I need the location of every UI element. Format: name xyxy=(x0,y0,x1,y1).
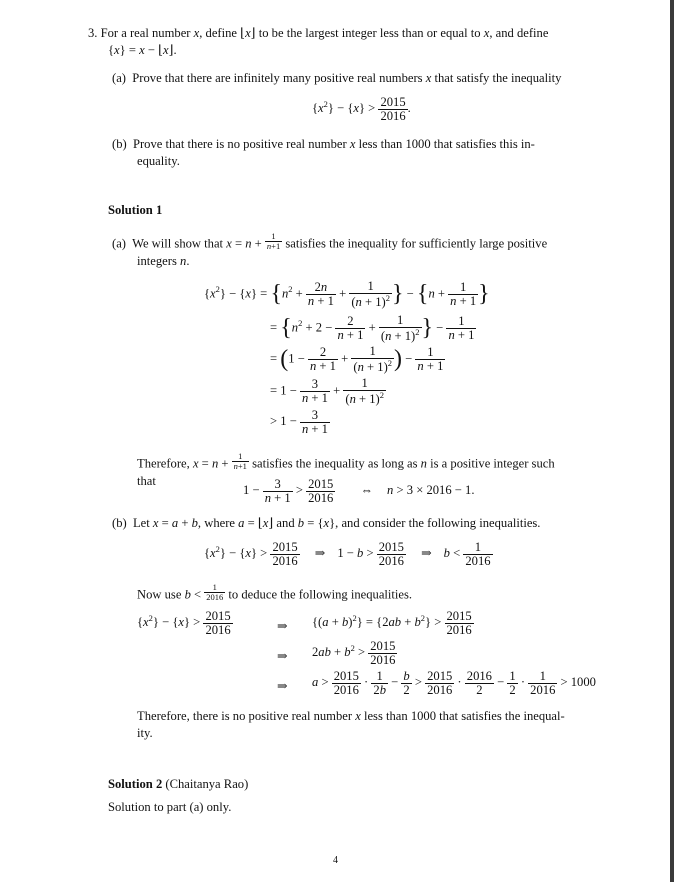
derivation-line1: $\{x^2\} - \{x\} = \{n^2$ + $\frac{2n}{n + 1}$ + $\frac{1}{(n + 1)^2}$ } − {n + $\frac{1}{n + 1}$ } xyxy=(204,279,490,310)
derivation-line3: = (1 − $\frac{2}{n + 1}$ + $\frac{1}{(n + 1)^2}$ ) − $\frac{1}{n + 1}$ xyxy=(270,344,444,375)
sol1-b-conclusion: Therefore, there is no positive real number x less than 1000 that satisfies the inequal- ity. xyxy=(137,709,565,740)
main-inequality: $\{x^2\} - \{x\}$ > $\frac{2015}{2016}$ . xyxy=(312,95,411,123)
implies-arrow-2: ⇒ xyxy=(277,649,288,663)
deduction-line1: $\{(a + b)^2\} = \{2ab + b^2\}$ > $\frac{2015}{2016}$ xyxy=(312,609,472,637)
frac-part-def: {x} = x − ⌊x⌋. xyxy=(108,43,177,57)
solution2-heading: Solution 2 (Chaitanya Rao) xyxy=(108,777,249,791)
solution1-heading: Solution 1 xyxy=(108,203,163,217)
deduction-line3: a > $\frac{2015}{2016}$ · $\frac{1}{2b}$ − $\frac{b}{2}$ > $\frac{2015}{2016}$ · $\frac{2016}{2}$ − $\frac{1}{2}$ · $\frac{1}{2016}$ > 1000 xyxy=(312,669,596,697)
sol1-a-intro: (a) We will show that x = n + $\frac{1}{n+1}$ satisfies the inequality for sufficiently large positive integers n. xyxy=(112,231,548,268)
part-b-statement: (b) Prove that there is no positive real number x less than 1000 that satisfies this in- equality. xyxy=(112,137,535,168)
condition-on-n: 1 − $\frac{3}{n + 1}$ > $\frac{2015}{2016}$ ⇔ n > 3 × 2016 − 1. xyxy=(243,477,475,505)
implies-arrow-1: ⇒ xyxy=(277,619,288,633)
implies-arrow-3: ⇒ xyxy=(277,679,288,693)
derivation-line5: > 1 − $\frac{3}{n + 1}$ xyxy=(270,408,328,436)
sol1-a-therefore: Therefore, x = n + $\frac{1}{n+1}$ satisfies the inequality as long as n is a positive integer such that xyxy=(137,451,555,488)
derivation-line2: = {$n^2 + 2$ − $\frac{2}{n + 1}$ + $\frac{1}{(n + 1)^2}$ } − $\frac{1}{n + 1}$ xyxy=(270,313,475,344)
problem-statement: 3. For a real number x, define ⌊x⌋ to be the largest integer less than or equal to x, and define xyxy=(88,26,549,40)
part-a-statement: (a) Prove that there are infinitely many positive real numbers x that satisfy the inequality xyxy=(112,71,562,85)
page-right-border xyxy=(670,0,674,882)
now-use-text: Now use b < $\frac{1}{2016}$ to deduce the following inequalities. xyxy=(137,582,413,602)
deduction-line2: $2ab + b^2$ > $\frac{2015}{2016}$ xyxy=(312,639,396,667)
deduction-lhs: $\{x^2\} - \{x\}$ > $\frac{2015}{2016}$ xyxy=(137,609,231,637)
page-number: 4 xyxy=(333,855,338,866)
solution2-text: Solution to part (a) only. xyxy=(108,800,232,814)
sol1-b-intro: (b) Let x = a + b, where a = ⌊x⌋ and b = {x}, and consider the following inequalities. xyxy=(112,516,541,530)
b-inequality-chain: $\{x^2\} - \{x\}$ > $\frac{2015}{2016}$ ⇒ 1 − b > $\frac{2015}{2016}$ ⇒ b < $\frac{1}{2016}$ xyxy=(204,540,491,568)
derivation-line4: = 1 − $\frac{3}{n + 1}$ + $\frac{1}{(n + 1)^2}$ xyxy=(270,376,384,407)
